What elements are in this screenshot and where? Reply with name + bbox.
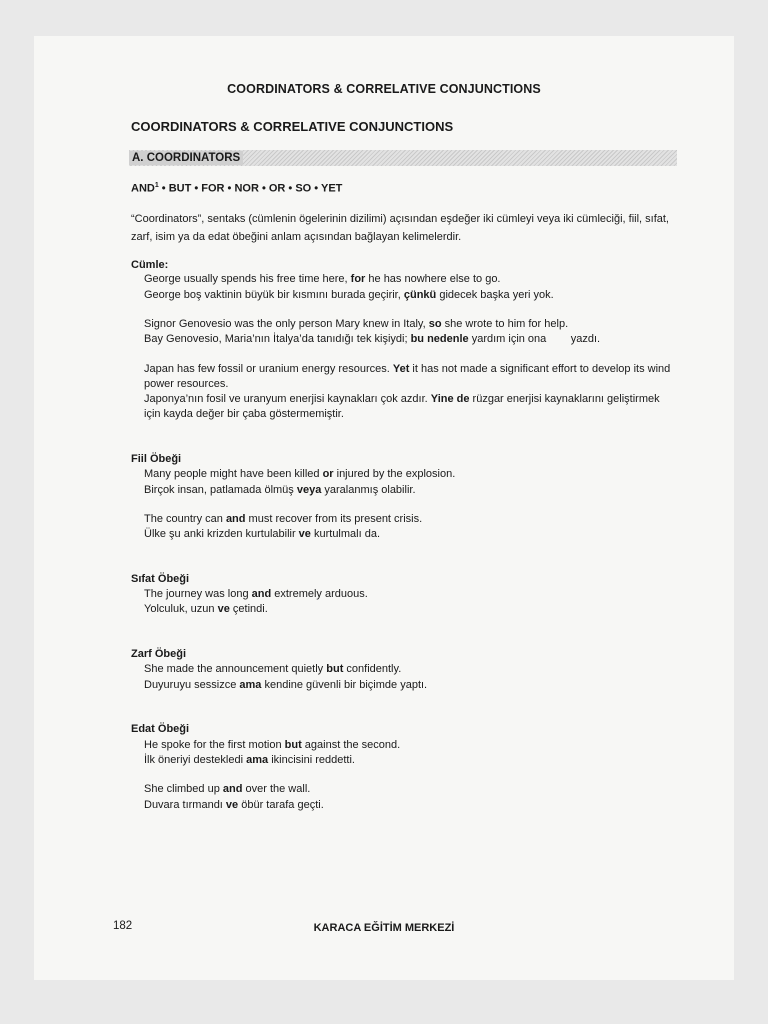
- footnote-mark: 1: [154, 182, 159, 189]
- conjunction-and: AND: [131, 182, 155, 195]
- subsection-label: A. COORDINATORS: [129, 151, 243, 165]
- subsection-bar: [129, 150, 677, 166]
- heading-sifat: Sıfat Öbeği: [131, 573, 190, 585]
- example-translation: Japonya’nın fosil ve uranyum enerjisi kaynakları çok azdır. Yine de rüzgar enerjisi kaynaklarını geliştirmek için kayda değer bir çaba göstermemiştir.: [144, 393, 660, 420]
- example-sentence: The country can and must recover from its present crisis.: [144, 513, 423, 525]
- conjunction-list: [131, 182, 342, 195]
- section-title: COORDINATORS & CORRELATIVE CONJUNCTIONS: [131, 119, 454, 134]
- heading-edat: Edat Öbeği: [131, 723, 190, 735]
- example-translation: Birçok insan, patlamada ölmüş veya yaralanmış olabilir.: [144, 484, 416, 496]
- publisher-name: KARACA EĞİTİM MERKEZİ: [313, 922, 455, 934]
- example-sentence: She climbed up and over the wall.: [144, 783, 311, 795]
- example-translation: İlk öneriyi destekledi ama ikincisini reddetti.: [144, 754, 355, 766]
- example-translation: George boş vaktinin büyük bir kısmını burada geçirir, çünkü gidecek başka yeri yok.: [144, 289, 554, 301]
- intro-paragraph: “Coordinators”, sentaks (cümlenin ögelerinin dizilimi) açısından eşdeğer iki cümleyi veya iki cümleciği, fiil, sıfat, zarf, isim ya da edat öbeğini anlam açısından bağlayan kelimelerdir.: [131, 213, 669, 243]
- example-sentence: He spoke for the first motion but against the second.: [144, 739, 401, 751]
- page-header-title: COORDINATORS & CORRELATIVE CONJUNCTIONS: [227, 82, 541, 96]
- heading-fiil: Fiil Öbeği: [131, 453, 182, 465]
- example-translation: Duyuruyu sessizce ama kendine güvenli bir biçimde yaptı.: [144, 679, 428, 691]
- heading-cumle: Cümle:: [131, 259, 169, 271]
- example-sentence: Japan has few fossil or uranium energy resources. Yet it has not made a significant effort to develop its wind power resources.: [144, 363, 671, 390]
- page-sheet: [34, 36, 734, 980]
- example-sentence: Signor Genovesio was the only person Mary knew in Italy, so she wrote to him for help.: [144, 318, 569, 330]
- example-translation: Ülke şu anki krizden kurtulabilir ve kurtulmalı da.: [144, 528, 381, 540]
- example-translation: Duvara tırmandı ve öbür tarafa geçti.: [144, 799, 324, 811]
- example-translation: Bay Genovesio, Maria’nın İtalya’da tanıdığı tek kişiydi; bu nedenle yardım için ona yazdı.: [144, 333, 601, 345]
- example-sentence: George usually spends his free time here, for he has nowhere else to go.: [144, 273, 501, 285]
- conjunction-rest: • BUT • FOR • NOR • OR • SO • YET: [158, 182, 343, 195]
- example-sentence: Many people might have been killed or injured by the explosion.: [144, 468, 456, 480]
- example-sentence: She made the announcement quietly but confidently.: [144, 663, 402, 675]
- example-sentence: The journey was long and extremely arduous.: [144, 588, 368, 600]
- example-translation: Yolculuk, uzun ve çetindi.: [144, 603, 268, 615]
- page-number: 182: [113, 920, 133, 932]
- heading-zarf: Zarf Öbeği: [131, 648, 187, 660]
